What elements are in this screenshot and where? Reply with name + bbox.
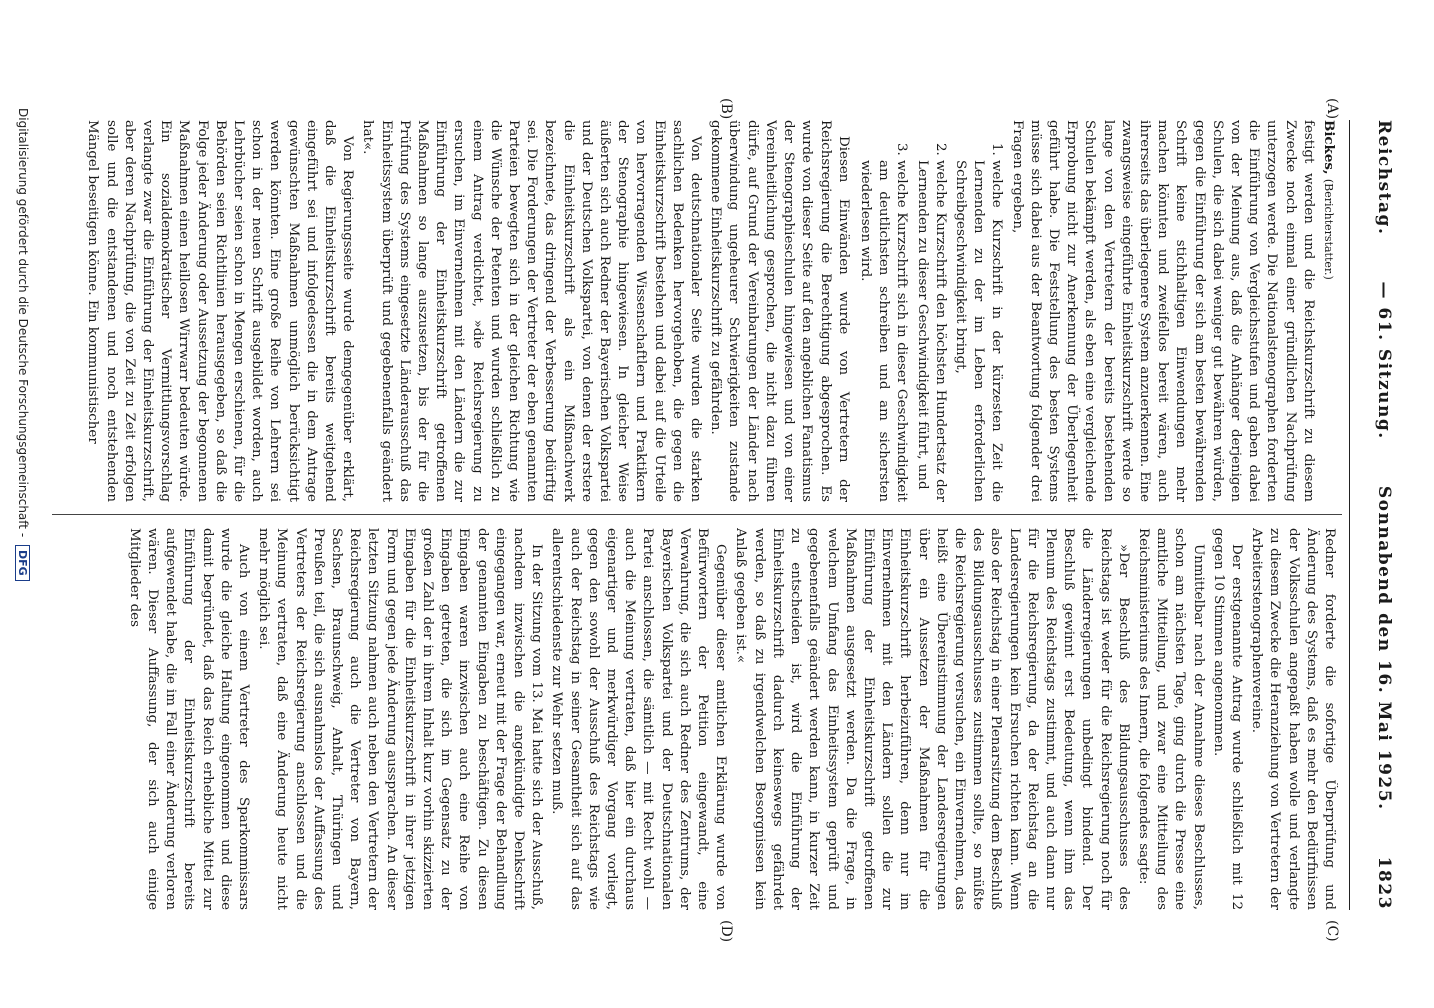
paragraph: festigt werden und die Reichskurzschrift zu diesem Zwecke noch einmal einer gründlichen Nachprüfung unterzogen werde. Die Nationalstenographen forderten die Einführung von Vergleichsstufen und gaben dabei von der Meinung aus, daß die Anhänger derjenigen Schulen, die sich dabei weniger gut bewähren würden, gegen die Einführung der sich am besten bewährenden Schrift keine stichhaltigen Einwendungen mehr machen könnten und zweifellos bereit wären, auch ihrerseits das überlegenere System anzuerkennen. Eine zwangsweise eingeführte Einheitskurzschrift werde so lange von den Vertretern der bereits bestehenden Schulen bekämpft werden, als eben eine vergleichende Erprobung nicht zur Anerkennung der Überlegenheit geführt habe. Die Feststellung des besten Systems müsse sich dabei aus der Beantwortung folgender drei Fragen ergeben, [1009, 120, 1316, 502]
header-left: Reichstag. [1374, 120, 1394, 236]
left-column [48, 120, 1338, 502]
column-divider [52, 514, 1342, 515]
margin-mark-b: (B) [718, 98, 734, 120]
margin-mark-c: (C) [1324, 920, 1340, 942]
dfg-logo-icon: DFG [15, 545, 30, 581]
speaker-role: (Berichterstatter.) [1322, 178, 1335, 280]
credit-text: Digitalisierung gefördert durch die Deutsche Forschungsgemeinschaft - [16, 108, 30, 538]
paragraph: Redner forderte die sofortige Überprüfung und Änderung des Systems, daß es mehr den Bedürfnissen der Volksschulen angepaßt haben wolle und verlangte zu diesem Zwecke die Heranziehung von Vertretern der Arbeiterstenographenvereine. [1249, 528, 1337, 910]
list-item: 2. welche Kurzschrift den höchsten Hundertsatz der Lernenden zu dieser Geschwindigkeit führt, und [912, 160, 948, 502]
speaker-line [1319, 120, 1338, 502]
list-item: 3. welche Kurzschrift sich in dieser Geschwindigkeit am deutlichsten schreiben und am sichersten wiederlesen wird. [856, 160, 911, 502]
paragraph: In der Sitzung vom 13. Mai hatte sich der Ausschuß, nachdem inzwischen die angekündigte Denkschrift eingegangen war, erneut mit der Frage der Behandlung der genannten Eingaben zu beschäftigen. Zu diesen Eingaben waren inzwischen auch eine Reihe von Eingaben getreten, die sich im Gegensatz zu der großen Zahl der in ihrem Inhalt kurz vorhin skizzierten Eingaben für die Einheitskurzschrift in ihrer jetzigen Form und gegen jede Änderung aussprachen. An dieser letzten Sitzung nahmen auch neben den Vertretern der Reichsregierung auch die Vertreter von Bayern, Sachsen, Braunschweig, Anhalt, Thüringen und Preußen teil, die sich ausnahmslos der Auffassung des Vertreters der Reichsregierung anschlossen und die Meinung vertraten, daß eine Änderung heute nicht mehr möglich sei. [256, 528, 545, 910]
digitization-credit [15, 108, 30, 1008]
page-header [1360, 120, 1394, 910]
margin-mark-d: (D) [718, 920, 734, 943]
question-list [856, 142, 1006, 502]
paragraph: Von deutschnationaler Seite wurden die starken sachlichen Bedenken hervorgehoben, die gegen die Einheitskurzschrift bestehen und dabei auf die Urteile von hervorragenden Wissenschaftlern und Praktikern der Stenographie hingewiesen. In gleicher Weise äußerten sich auch Redner der Bayerischen Volkspartei und der Deutschen Volkspartei, von denen der erstere die Einheitskurzschrift als ein Mißmachwerk bezeichnete, das dringend der Verbesserung bedürftig sei. Die Forderungen der Vertreter der eben genannten Parteien bewegten sich in der gleichen Richtung wie die Wünsche der Petenten und wurden schließlich zu einem Antrag verdichtet, »die Reichsregierung zu ersuchen, im Einvernehmen mit den Ländern die zur Einführung der Einheitskurzschrift getroffenen Maßnahmen so lange auszusetzen, bis der für die Prüfung des Systems eingesetzte Länderausschuß das Einheitssystem überprüft und gegebenenfalls geändert hat«. [360, 120, 704, 502]
header-session: — 61. Sitzung. [1374, 281, 1394, 440]
paragraph: Der erstgenannte Antrag wurde schließlich mit 12 gegen 10 Stimmen angenommen. [1210, 528, 1244, 910]
paragraph: Gegenüber dieser amtlichen Erklärung wurde von Befürwortern der Petition eingewandt, eine Verwahrung, die sich auch Redner des Zentrums, der Bayerischen Volkspartei und der Deutschnationalen Partei anschlossen, die sämtlich — mit Recht wohl — auch die Meinung vertraten, daß hier ein durchaus eigenartiger und merkwürdiger Vorgang vorliegt, gegen den sowohl der Ausschuß des Reichstags wie auch der Reichstag in seiner Gesamtheit sich auf das allerentschiedenste zur Wehr setzen muß. [549, 528, 729, 910]
margin-mark-a: (A) [1324, 98, 1340, 120]
paragraph: Von Regierungsseite wurde demgegenüber erklärt, daß die Einheitskurzschrift bereits weitgehend eingeführt sei und infolgedessen die in dem Antrage gewünschten Maßnahmen unmöglich berücksichtigt werden könnten. Eine große Reihe von Lehrern sei schon in der neuen Schrift ausgebildet worden, auch Lehrbücher seien schon in Mengen erschienen, für die Behörden seien Richtlinien herausgegeben, so daß die Folge jeder Änderung oder Aussetzung der begonnenen Maßnahmen einen heillosen Wirrwarr bedeuten würde. Ein sozialdemokratischer Vermittlungsvorschlag verlangte zwar die Einführung der Einheitskurzschrift, aber deren Nachprüfung, die von Zeit zu Zeit erfolgen solle und die entstandenen und noch entstehenden Mängel beseitigen könne. Ein kommunistischer [85, 120, 356, 502]
paragraph: Diesen Einwänden wurde von Vertretern der Reichsregierung die Berechtigung abgesprochen. Es wurde von dieser Seite auf den angeblichen Fanatismus der Stenographieschulen hingewiesen und von einer Vereinheitlichung gesprochen, die nicht dazu führen dürfe, auf Grund der Vereinbarungen der Länder nach überwindung ungeheurer Schwierigkeiten zustande gekommene Einheitskurzschrift zu gefährden. [708, 120, 851, 502]
paragraph: Unmittelbar nach der Annahme dieses Beschlusses, schon am nächsten Tage, ging durch die Presse eine amtliche Mitteilung, und zwar eine Mitteilung des Reichsministeriums des Innern, die folgendes sagte: [1135, 528, 1206, 910]
page-number: 1823 [1374, 856, 1394, 910]
list-item: 1. welche Kurzschrift in der kürzesten Zeit die Lernenden zu der im Leben erforderlichen Schreibgeschwindigkeit bringt, [951, 160, 1006, 502]
paragraph: Auch von einem Vertreter des Sparkommissars wurde die gleiche Haltung eingenommen und diese damit begründet, daß das Reich erhebliche Mittel zur Einführung der Einheitskurzschrift bereits aufgewendet habe, die im Fall einer Änderung verloren wären. Dieser Auffassung, der sich auch einige Mitglieder des [126, 528, 252, 910]
speaker-name: Bickes, [1321, 120, 1337, 175]
quote-paragraph: »Der Beschluß des Bildungsausschusses des Reichstags ist weder für die Reichsregierung noch für die Länderregierungen unbedingt bindend. Der Beschluß gewinnt erst Bedeutung, wenn ihm das Plenum des Reichstags zustimmt, und auch dann nur für die Reichsregierung, da der Reichstag an die Landesregierungen kein Ersuchen richten kann. Wenn also der Reichstag in einer Plenarsitzung dem Beschluß des Bildungsausschusses zustimmen sollte, so müßte die Reichsregierung versuchen, ein Einvernehmen, das heißt eine Übereinstimmung der Landesregierungen über ein Aussetzen der Maßnahmen für die Einheitskurzschrift herbeizuführen, denn nur im Einvernehmen mit den Ländern sollen die zur Einführung der Einheitskurzschrift getroffenen Maßnahmen ausgesetzt werden. Da die Frage, in welchem Umfang das Einheitssystem geprüft und gegebenenfalls geändert werden kann, in kurzer Zeit zu entscheiden ist, wird die Einführung der Einheitskurzschrift dadurch keineswegs gefährdet werden, so daß zu irgendwelchen Besorgnissen kein Anlaß gegeben ist.« [733, 528, 1131, 910]
right-column [48, 528, 1338, 910]
header-rule [1349, 120, 1350, 910]
header-date: Sonnabend den 16. Mai 1925. [1374, 485, 1394, 811]
